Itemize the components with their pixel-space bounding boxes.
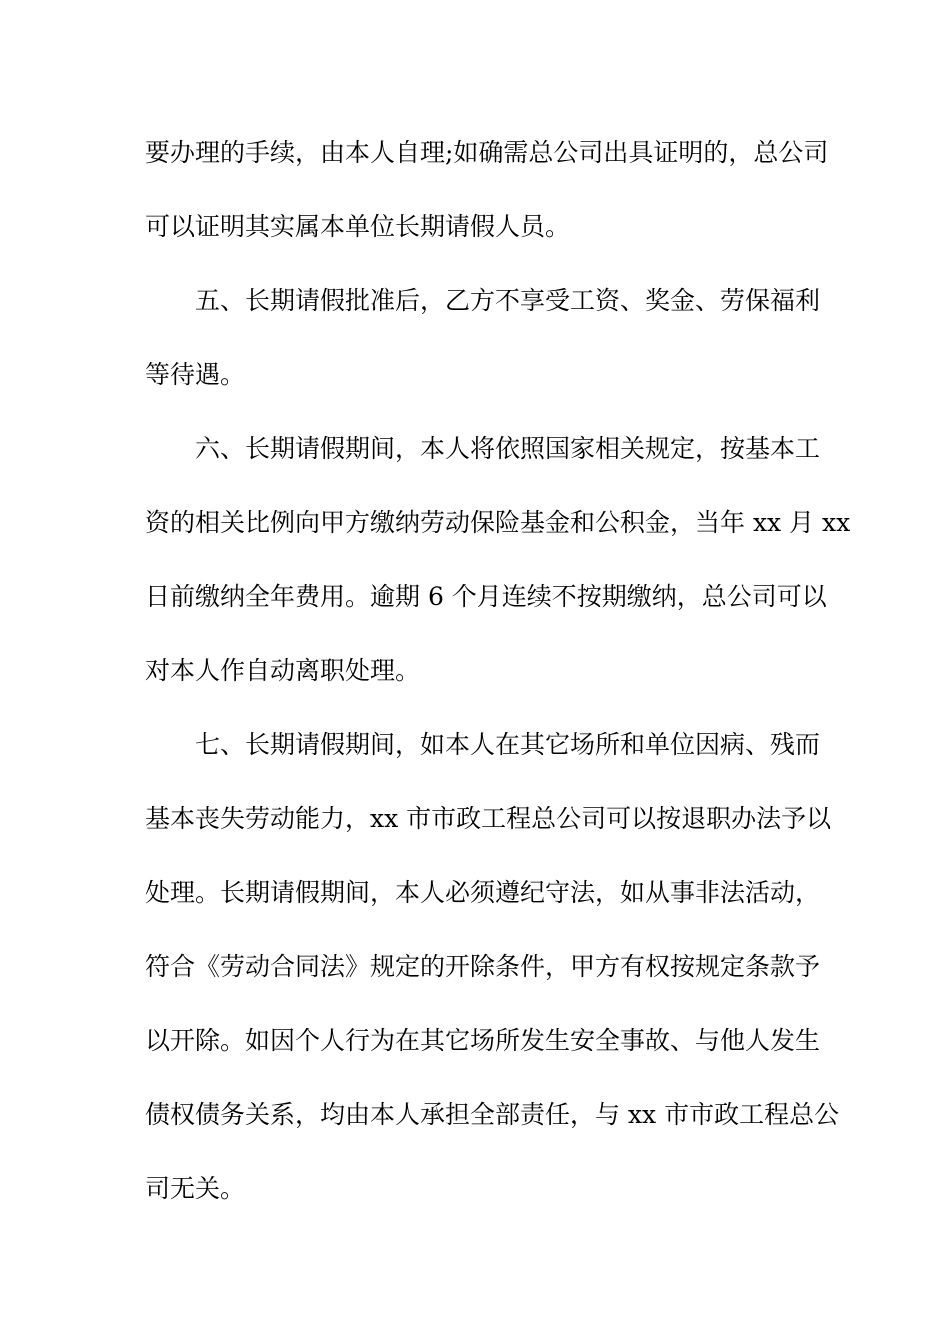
text-line: 司无关。 — [145, 1174, 246, 1203]
text-line: 符合《劳动合同法》规定的开除条件，甲方有权按规定条款予 — [145, 952, 821, 981]
text-line: 可以证明其实属本单位长期请假人员。 — [145, 212, 571, 241]
text-line: 五、长期请假批准后，乙方不享受工资、奖金、劳保福利 — [145, 286, 821, 315]
text-line: 要办理的手续，由本人自理;如确需总公司出具证明的，总公司 — [145, 138, 829, 167]
text-line: 资的相关比例向甲方缴纳劳动保险基金和公积金，当年 xx 月 xx — [145, 508, 851, 537]
text-line: 六、长期请假期间，本人将依照国家相关规定，按基本工 — [145, 434, 821, 463]
text-line: 债权债务关系，均由本人承担全部责任，与 xx 市市政工程总公 — [145, 1100, 840, 1129]
text-line: 基本丧失劳动能力，xx 市市政工程总公司可以按退职办法予以 — [145, 804, 832, 833]
text-line: 七、长期请假期间，如本人在其它场所和单位因病、残而 — [145, 730, 821, 759]
text-line: 等待遇。 — [145, 360, 246, 389]
text-line: 以开除。如因个人行为在其它场所发生安全事故、与他人发生 — [145, 1026, 821, 1055]
text-line: 处理。长期请假期间，本人必须遵纪守法，如从事非法活动， — [145, 878, 821, 907]
text-line: 日前缴纳全年费用。逾期 6 个月连续不按期缴纳，总公司可以 — [145, 582, 827, 611]
text-line: 对本人作自动离职处理。 — [145, 656, 421, 685]
